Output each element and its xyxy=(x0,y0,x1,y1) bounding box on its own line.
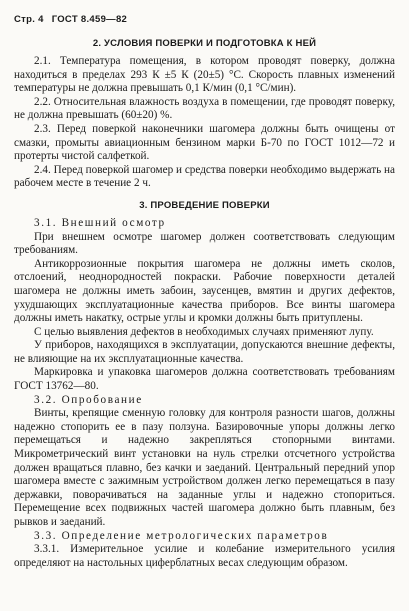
paragraph-3-2: Винты, крепящие сменную головку для контроля разности шагов, должны надежно стопорить ее в пазу ползуна. Базировочные упоры должны легко перемещаться и надежно закрепляться стопорными винтами. Микрометрический винт установки на нуль стрелки отсчетного устройства должен вращаться плавно, без качки и заеданий. Центральный передний упор шагомера вместе с зажимным устройством должен легко перемещаться в пазу державки, поворачиваться на заданные углы и надежно стопориться. Перемещение всех подвижных частей шагомера должно быть плавным, без рывков и заеданий. xyxy=(14,407,395,528)
subsection-3-1-heading: 3.1. Внешний осмотр xyxy=(34,216,166,229)
paragraph-3-1-b: Антикоррозионные покрытия шагомера не должны иметь сколов, отслоений, неоднородностей покраски. Рабочие поверхности деталей шагомера не должны иметь забоин, заусенцев, вмятин и других дефектов, ухудшающих эксплуатационные качества приборов. Все винты шагомера должны иметь накатку, острые углы и кромки должны быть притуплены. xyxy=(14,257,395,325)
paragraph-2-1: 2.1. Температура помещения, в котором проводят поверку, должна находиться в пределах 293 К ±5 К (20±5) °С. Скорость плавных изменений температуры не должна превышать 0,1 К/мин (0,1 °С/мин). xyxy=(14,55,395,95)
paragraph-2-4: 2.4. Перед поверкой шагомер и средства поверки необходимо выдержать на рабочем месте в течение 2 ч. xyxy=(14,163,395,190)
page-number: Стр. 4 xyxy=(14,14,44,25)
standard-code: ГОСТ 8.459—82 xyxy=(51,14,128,25)
section-3-title: 3. ПРОВЕДЕНИЕ ПОВЕРКИ xyxy=(139,199,270,211)
paragraph-3-3-1: 3.3.1. Измерительное усилие и колебание измерительного усилия определяют на настольных циферблатных весах следующим образом. xyxy=(14,543,395,569)
subsection-3-2-heading: 3.2. Опробование xyxy=(34,393,143,406)
paragraph-2-3: 2.3. Перед поверкой наконечники шагомера должны быть очищены от смазки, промыты авиационным бензином марки Б-70 по ГОСТ 1012—72 и протерты чистой салфеткой. xyxy=(14,122,395,163)
paragraph-3-1-e: Маркировка и упаковка шагомеров должна соответствовать требованиям ГОСТ 13762—80. xyxy=(14,366,395,393)
subsection-3-3-heading: 3.3. Определение метрологических параметров xyxy=(34,529,329,542)
paragraph-2-2: 2.2. Относительная влажность воздуха в помещении, где проводят поверку, не должна превышать (60±20) %. xyxy=(14,95,395,122)
section-2-title: 2. УСЛОВИЯ ПОВЕРКИ И ПОДГОТОВКА К НЕЙ xyxy=(92,38,317,49)
page-header xyxy=(14,14,395,38)
paragraph-3-1-a: При внешнем осмотре шагомер должен соответствовать следующим требованиям. xyxy=(14,230,395,257)
paragraph-3-1-d: У приборов, находящихся в эксплуатации, допускаются внешние дефекты, не влияющие на их эксплуатационные качества. xyxy=(14,339,395,365)
paragraph-3-1-c: С целью выявления дефектов в необходимых случаях применяют лупу. xyxy=(34,325,374,338)
section-gap xyxy=(14,191,395,200)
